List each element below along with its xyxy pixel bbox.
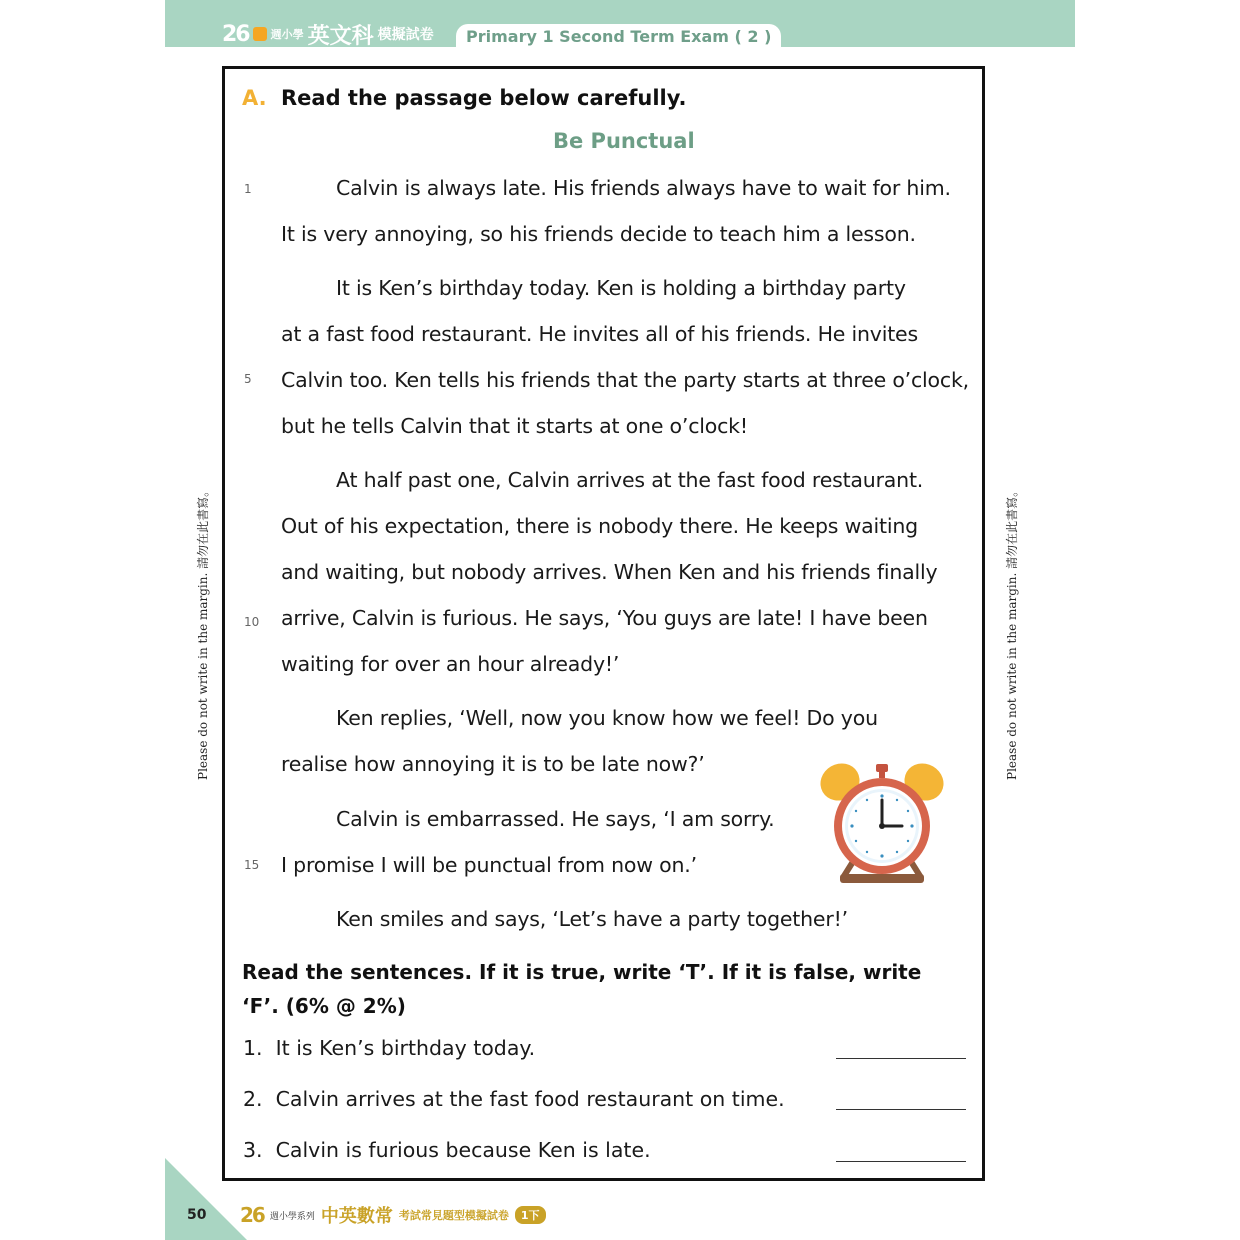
footer-book-subtitle: 考試常見題型模擬試卷 [398,1209,509,1222]
header-logo [222,21,434,49]
question-text: Calvin arrives at the fast food restaurant on time. [275,1087,785,1111]
answer-blank[interactable] [836,1161,966,1162]
passage-line: It is very annoying, so his friends decide to teach him a lesson. [281,222,916,246]
margin-note-right: Please do not write in the margin. 請勿在此書寫。 [1005,484,1019,780]
footer-logo-number: 26 [240,1203,264,1227]
passage-line: Calvin too. Ken tells his friends that the party starts at three o’clock, [281,368,969,392]
answer-blank[interactable] [836,1109,966,1110]
section-letter: A. [242,86,267,110]
passage-line: At half past one, Calvin arrives at the fast food restaurant. [336,468,924,492]
question-number: 1. [243,1036,263,1060]
passage-line: waiting for over an hour already!’ [281,652,620,676]
passage-line: and waiting, but nobody arrives. When Ken and his friends finally [281,560,938,584]
question-number: 2. [243,1087,263,1111]
question-text: It is Ken’s birthday today. [275,1036,536,1060]
grade-badge: 1下 [515,1206,546,1224]
passage-line: arrive, Calvin is furious. He says, ‘You guys are late! I have been [281,606,928,630]
corner-decoration [165,1158,247,1240]
line-number: 5 [244,372,252,386]
footer-logo [240,1202,546,1228]
pencil-icon [253,27,267,41]
passage-line: but he tells Calvin that it starts at one o’clock! [281,414,748,438]
answer-blank[interactable] [836,1058,966,1059]
section-instruction: Read the passage below carefully. [281,86,687,110]
line-number: 10 [244,615,260,629]
passage-line: Calvin is embarrassed. He says, ‘I am sorry. [336,807,775,831]
question-instruction: Read the sentences. If it is true, write ‘T’. If it is false, write [242,960,922,984]
page-number: 50 [187,1207,207,1223]
passage-line: Ken smiles and says, ‘Let’s have a party together!’ [336,907,848,931]
question-text: Calvin is furious because Ken is late. [275,1138,651,1162]
question-number: 3. [243,1138,263,1162]
footer-series: 週小學系列 [269,1211,315,1222]
passage-line: Calvin is always late. His friends always have to wait for him. [336,176,951,200]
footer-book-title: 中英數常 [320,1206,393,1227]
passage-line: realise how annoying it is to be late now?’ [281,752,705,776]
question-item [243,1036,535,1060]
passage-line: Ken replies, ‘Well, now you know how we feel! Do you [336,706,878,730]
margin-note-left: Please do not write in the margin. 請勿在此書寫。 [196,484,210,780]
exam-title: Primary 1 Second Term Exam ( 2 ) [456,24,781,48]
question-item [243,1138,651,1162]
logo-subject: 英文科 [307,23,374,49]
passage-line: It is Ken’s birthday today. Ken is holding a birthday party [336,276,906,300]
line-number: 15 [244,858,260,872]
logo-series: 週小學 [270,28,304,41]
question-instruction: ‘F’. (6% @ 2%) [242,994,406,1018]
passage-line: Out of his expectation, there is nobody there. He keeps waiting [281,514,918,538]
passage-line: at a fast food restaurant. He invites all of his friends. He invites [281,322,918,346]
passage-title: Be Punctual [553,129,695,153]
logo-paper: 模擬試卷 [377,27,434,43]
alarm-clock-icon [818,760,946,890]
logo-number: 26 [222,21,249,47]
passage-line: I promise I will be punctual from now on.’ [281,853,697,877]
question-item [243,1087,785,1111]
line-number: 1 [244,182,252,196]
